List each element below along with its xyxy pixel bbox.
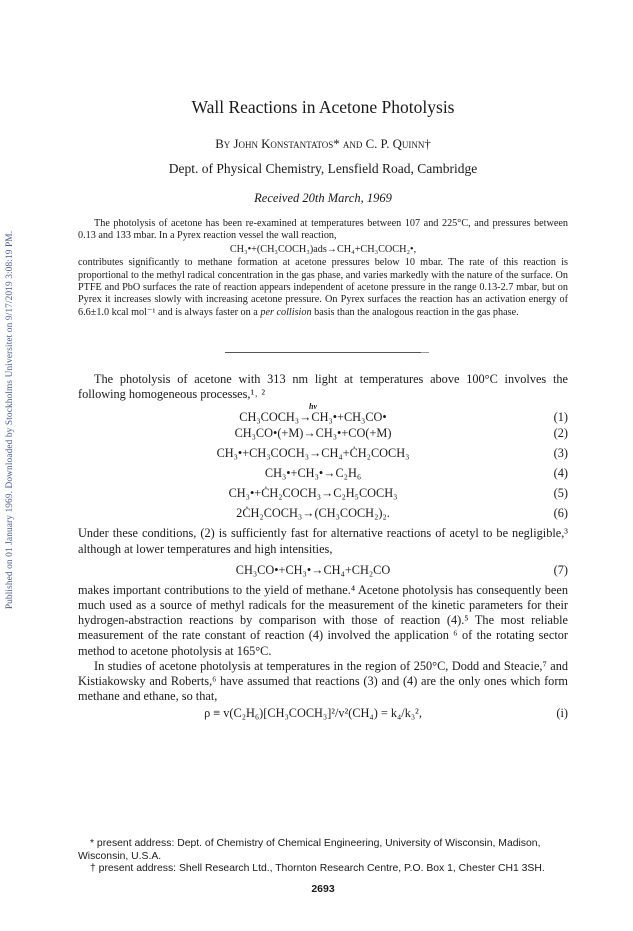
reaction-expr: CH₃CO•(+M)→CH₃•+CO(+M) bbox=[234, 426, 392, 441]
reaction-expr: 2ĊH₂COCH₃→(CH₃COCH₂)₂. bbox=[236, 506, 390, 521]
download-watermark bbox=[2, 150, 18, 690]
abstract-para-2-a: contributes significantly to methane formation at acetone pressures below 10 mbar. The rate of this reaction is proportional to the methyl radical concentration in the gas phase, and varies markedly with the nature of the surface. On PTFE and PbO surfaces the rate of reaction appears independent of acetone pressure in the range 0.13-2.7 mbar, but on Pyrex it increases slowly with increasing acetone pressure. On Pyrex surfaces the reaction has an activation energy of 6.6±1.0 kcal mol⁻¹ and is always faster on a bbox=[78, 257, 568, 318]
body-para-4: In studies of acetone photolysis at temperatures in the region of 250°C, Dodd and Steacie,⁷ and Kistiakowsky and Roberts,⁶ have assumed that reactions (3) and (4) are the only ones which form methane and ethane, so that, bbox=[78, 658, 568, 704]
footnote-2: † present address: Shell Research Ltd., Thornton Research Centre, P.O. Box 1, Chester CH1 3SH. bbox=[90, 863, 545, 875]
reaction-expr: CH₃•+CH₃COCH₃→CH₄+ĊH₂COCH₃ bbox=[216, 446, 410, 461]
article-title: Wall Reactions in Acetone Photolysis bbox=[191, 97, 455, 117]
author-by: By bbox=[215, 137, 231, 151]
reaction-row-5 bbox=[78, 484, 568, 504]
reaction-number: (6) bbox=[553, 506, 568, 521]
download-watermark-text: Published on 01 January 1969. Downloaded by Stockholms Universitet on 9/17/2019 3:08:19 PM. bbox=[5, 230, 16, 610]
author-2: C. P. Quinn† bbox=[365, 137, 431, 151]
abstract-para-2-b: basis than the analogous reaction in the gas phase. bbox=[314, 306, 519, 318]
body-para-3: makes important contributions to the yield of methane.⁴ Acetone photolysis has consequently been much used as a source of methyl radicals for the measurement of the kinetic parameters for their hydrogen-abstraction reactions by comparison with those of reaction (4).⁵ The most reliable measurement of the rate constant of reaction (4) involved the application ⁶ of the rotating sector method to acetone photolysis at 165°C. bbox=[78, 582, 568, 658]
reaction-row-2 bbox=[78, 424, 568, 444]
footnote-1: * present address: Dept. of Chemistry of Chemical Engineering, University of Wisconsin, Madison, Wisconsin, U.S.A. bbox=[78, 838, 541, 862]
footnotes bbox=[78, 838, 568, 876]
reaction-number: (5) bbox=[553, 486, 568, 501]
reaction-number: (7) bbox=[553, 562, 568, 577]
article-body bbox=[78, 372, 568, 726]
abstract-para-2 bbox=[78, 257, 568, 319]
equation-i-number: (i) bbox=[556, 706, 568, 721]
author-line bbox=[78, 137, 568, 152]
abstract-emphasis: per collision bbox=[260, 306, 312, 318]
reaction-number: (4) bbox=[553, 466, 568, 481]
received-date: Received 20th March, 1969 bbox=[254, 191, 392, 205]
hv-label: hν bbox=[309, 402, 317, 412]
reaction-expr: CH₃CO•+CH₃•→CH₄+CH₂CO bbox=[235, 562, 391, 577]
equation-i-row bbox=[78, 704, 568, 726]
reaction-row-1 bbox=[78, 402, 568, 424]
section-divider-tail bbox=[421, 352, 429, 353]
reaction-row-3 bbox=[78, 444, 568, 464]
affiliation: Dept. of Physical Chemistry, Lensfield Road, Cambridge bbox=[168, 161, 478, 176]
author-and: and bbox=[342, 137, 363, 151]
reaction-expr: CH₃COCH₃→CH₃•+CH₃CO• bbox=[239, 410, 387, 425]
reaction-row-7 bbox=[78, 557, 568, 583]
section-divider bbox=[225, 352, 421, 353]
abstract-para-1: The photolysis of acetone has been re-examined at temperatures between 107 and 225°C, and pressures between 0.13 and 133 mbar. In a Pyrex reaction vessel the wall reaction, bbox=[78, 218, 568, 242]
body-intro: The photolysis of acetone with 313 nm light at temperatures above 100°C involves the following homogeneous processes,¹˒ ² bbox=[78, 372, 568, 402]
reaction-expr: CH₃•+ĊH₂COCH₃→C₂H₅COCH₃ bbox=[228, 486, 398, 501]
body-para-2: Under these conditions, (2) is sufficiently fast for alternative reactions of acetyl to be negligible,³ although at lower temperatures and high intensities, bbox=[78, 526, 568, 556]
abstract bbox=[78, 218, 568, 319]
author-1: John Konstantatos* bbox=[233, 137, 340, 151]
page-number: 2693 bbox=[311, 883, 335, 895]
reaction-expr: CH₃•+CH₃•→C₂H₆ bbox=[264, 466, 362, 481]
reaction-number: (2) bbox=[553, 426, 568, 441]
equation-i-expr: ρ ≡ v(C₂H₆)[CH₃COCH₃]²/v²(CH₄) = k₄/k₃², bbox=[204, 706, 422, 721]
reaction-number: (1) bbox=[553, 410, 568, 425]
reaction-number: (3) bbox=[553, 446, 568, 461]
abstract-equation: CH₃•+(CH₃COCH₃)ads→CH₄+CH₃COCH₂•, bbox=[229, 243, 417, 255]
reaction-row-4 bbox=[78, 464, 568, 484]
reaction-row-6 bbox=[78, 504, 568, 526]
